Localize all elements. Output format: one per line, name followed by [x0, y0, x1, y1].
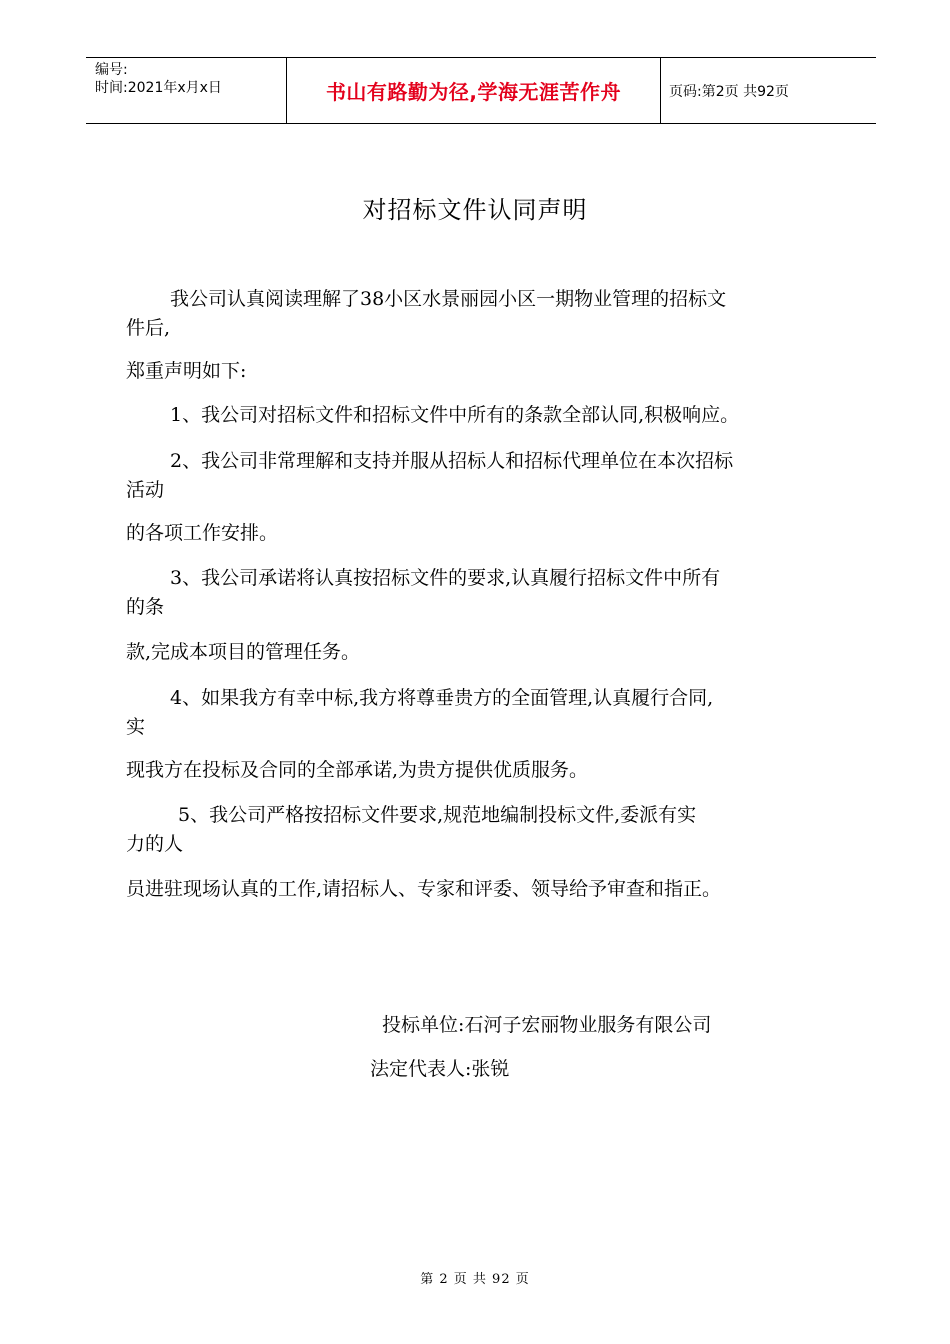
document-title: 对招标文件认同声明: [362, 196, 588, 224]
page-header: [86, 57, 876, 124]
body-line: 活动: [126, 479, 165, 501]
body-line: 4、如果我方有幸中标,我方将尊垂贵方的全面管理,认真履行合同,: [170, 687, 714, 709]
body-line: 现我方在投标及合同的全部承诺,为贵方提供优质服务。: [126, 759, 589, 781]
body-line: 实: [126, 716, 146, 738]
body-line: 1、我公司对招标文件和招标文件中所有的条款全部认同,积极响应。: [170, 404, 740, 426]
body-line: 的各项工作安排。: [126, 522, 279, 544]
document-time-label: 时间:2021年x月x日: [95, 80, 222, 96]
body-line: 2、我公司非常理解和支持并服从招标人和招标代理单位在本次招标: [170, 450, 734, 472]
body-line: 员进驻现场认真的工作,请招标人、专家和评委、领导给予审查和指正。: [126, 878, 722, 900]
page-footer: 第 2 页 共 92 页: [420, 1272, 530, 1287]
legal-representative: 法定代表人:张锐: [370, 1058, 510, 1080]
body-line: 的条: [126, 596, 165, 618]
body-line: 郑重声明如下:: [126, 360, 247, 382]
body-line: 5、我公司严格按招标文件要求,规范地编制投标文件,委派有实: [178, 804, 697, 826]
bidder-signature: 投标单位:石河子宏丽物业服务有限公司: [382, 1014, 712, 1036]
body-line: 件后,: [126, 317, 171, 339]
header-page-number: 页码:第2页 共92页: [669, 83, 789, 100]
header-meta: [86, 58, 287, 123]
header-motto: 书山有路勤为径,学海无涯苦作舟: [287, 58, 661, 123]
body-line: 3、我公司承诺将认真按招标文件的要求,认真履行招标文件中所有: [170, 567, 721, 589]
body-line: 款,完成本项目的管理任务。: [126, 641, 361, 663]
document-number-label: 编号:: [95, 62, 128, 78]
body-line: 力的人: [126, 833, 184, 855]
body-line: 我公司认真阅读理解了38小区水景丽园小区一期物业管理的招标文: [170, 288, 727, 310]
